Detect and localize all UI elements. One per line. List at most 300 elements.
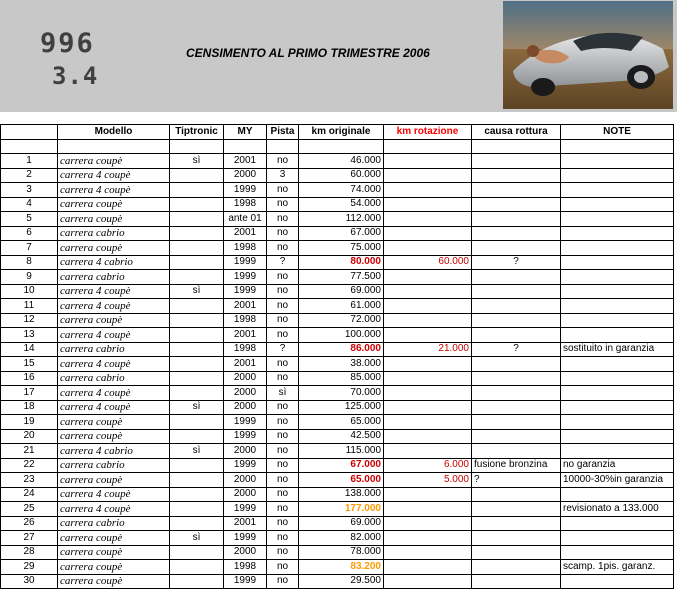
tiptronic-cell bbox=[170, 415, 224, 430]
table-row bbox=[1, 560, 674, 575]
km-originale-cell: 138.000 bbox=[299, 487, 384, 502]
km-rotazione-cell bbox=[384, 197, 472, 212]
km-rotazione-cell: 5.000 bbox=[384, 473, 472, 488]
pista-cell: no bbox=[267, 197, 299, 212]
tiptronic-cell bbox=[170, 313, 224, 328]
modello-cell: carrera 4 coupè bbox=[58, 400, 170, 415]
table-row bbox=[1, 371, 674, 386]
table-row bbox=[1, 183, 674, 198]
causa-rottura-cell bbox=[472, 183, 561, 198]
my-cell: 1998 bbox=[224, 313, 267, 328]
note-cell bbox=[561, 415, 674, 430]
my-cell: 2001 bbox=[224, 299, 267, 314]
note-cell: scamp. 1pis. garanz. bbox=[561, 560, 674, 575]
km-originale-cell: 83.200 bbox=[299, 560, 384, 575]
km-rotazione-cell: 60.000 bbox=[384, 255, 472, 270]
my-cell: 1999 bbox=[224, 502, 267, 517]
pista-cell: no bbox=[267, 371, 299, 386]
modello-cell: carrera 4 cabrio bbox=[58, 255, 170, 270]
table-row bbox=[1, 473, 674, 488]
km-rotazione-cell bbox=[384, 270, 472, 285]
row-number: 13 bbox=[1, 328, 58, 343]
causa-rottura-cell bbox=[472, 386, 561, 401]
modello-cell: carrera cabrio bbox=[58, 270, 170, 285]
modello-cell: carrera cabrio bbox=[58, 226, 170, 241]
km-rotazione-cell bbox=[384, 226, 472, 241]
km-originale-cell: 69.000 bbox=[299, 516, 384, 531]
table-row bbox=[1, 212, 674, 227]
km-rotazione-cell bbox=[384, 357, 472, 372]
my-cell: 1998 bbox=[224, 560, 267, 575]
my-cell: 2001 bbox=[224, 357, 267, 372]
table-row bbox=[1, 444, 674, 459]
km-originale-cell: 80.000 bbox=[299, 255, 384, 270]
note-cell bbox=[561, 444, 674, 459]
km-originale-cell: 78.000 bbox=[299, 545, 384, 560]
my-cell: ante 01 bbox=[224, 212, 267, 227]
pista-cell: ? bbox=[267, 342, 299, 357]
col-header-my: MY bbox=[224, 125, 267, 140]
causa-rottura-cell bbox=[472, 197, 561, 212]
my-cell: 2000 bbox=[224, 400, 267, 415]
col-header-modello: Modello bbox=[58, 125, 170, 140]
km-originale-cell: 67.000 bbox=[299, 226, 384, 241]
pista-cell: no bbox=[267, 458, 299, 473]
pista-cell: no bbox=[267, 400, 299, 415]
pista-cell: no bbox=[267, 487, 299, 502]
causa-rottura-cell bbox=[472, 357, 561, 372]
km-rotazione-cell bbox=[384, 400, 472, 415]
km-originale-cell: 38.000 bbox=[299, 357, 384, 372]
modello-cell: carrera 4 cabrio bbox=[58, 444, 170, 459]
row-number: 5 bbox=[1, 212, 58, 227]
note-cell bbox=[561, 531, 674, 546]
tiptronic-cell bbox=[170, 560, 224, 575]
modello-cell: carrera 4 coupè bbox=[58, 357, 170, 372]
tiptronic-cell bbox=[170, 487, 224, 502]
causa-rottura-cell bbox=[472, 574, 561, 589]
row-number: 26 bbox=[1, 516, 58, 531]
pista-cell: sì bbox=[267, 386, 299, 401]
my-cell: 1999 bbox=[224, 255, 267, 270]
km-rotazione-cell bbox=[384, 516, 472, 531]
my-cell: 1999 bbox=[224, 458, 267, 473]
note-cell bbox=[561, 255, 674, 270]
modello-cell: carrera coupè bbox=[58, 473, 170, 488]
modello-cell: carrera coupè bbox=[58, 197, 170, 212]
note-cell bbox=[561, 313, 674, 328]
km-originale-cell: 54.000 bbox=[299, 197, 384, 212]
modello-cell: carrera cabrio bbox=[58, 371, 170, 386]
my-cell: 1998 bbox=[224, 342, 267, 357]
row-number: 16 bbox=[1, 371, 58, 386]
table-row bbox=[1, 299, 674, 314]
my-cell: 2001 bbox=[224, 226, 267, 241]
tiptronic-cell: sì bbox=[170, 400, 224, 415]
km-rotazione-cell bbox=[384, 545, 472, 560]
my-cell: 2001 bbox=[224, 328, 267, 343]
my-cell: 2000 bbox=[224, 545, 267, 560]
km-rotazione-cell bbox=[384, 415, 472, 430]
km-rotazione-cell bbox=[384, 386, 472, 401]
modello-cell: carrera coupè bbox=[58, 429, 170, 444]
pista-cell: no bbox=[267, 226, 299, 241]
causa-rottura-cell bbox=[472, 531, 561, 546]
table-row bbox=[1, 357, 674, 372]
table-row bbox=[1, 328, 674, 343]
km-originale-cell: 65.000 bbox=[299, 473, 384, 488]
note-cell bbox=[561, 154, 674, 169]
table-row bbox=[1, 502, 674, 517]
col-header-causa-rottura: causa rottura bbox=[472, 125, 561, 140]
table-row bbox=[1, 241, 674, 256]
pista-cell: no bbox=[267, 328, 299, 343]
km-rotazione-cell bbox=[384, 429, 472, 444]
pista-cell: no bbox=[267, 313, 299, 328]
engine-displacement-logo: 3.4 bbox=[52, 62, 99, 90]
km-rotazione-cell: 21.000 bbox=[384, 342, 472, 357]
causa-rottura-cell bbox=[472, 560, 561, 575]
row-number: 7 bbox=[1, 241, 58, 256]
causa-rottura-cell bbox=[472, 487, 561, 502]
km-rotazione-cell: 6.000 bbox=[384, 458, 472, 473]
table-header-row bbox=[1, 125, 674, 140]
causa-rottura-cell: fusione bronzina bbox=[472, 458, 561, 473]
note-cell: no garanzia bbox=[561, 458, 674, 473]
row-number: 23 bbox=[1, 473, 58, 488]
table-row bbox=[1, 284, 674, 299]
km-rotazione-cell bbox=[384, 487, 472, 502]
km-originale-cell: 177.000 bbox=[299, 502, 384, 517]
tiptronic-cell bbox=[170, 502, 224, 517]
modello-cell: carrera coupè bbox=[58, 531, 170, 546]
tiptronic-cell bbox=[170, 241, 224, 256]
modello-cell: carrera cabrio bbox=[58, 516, 170, 531]
modello-cell: carrera 4 coupè bbox=[58, 168, 170, 183]
table-row bbox=[1, 545, 674, 560]
pista-cell: no bbox=[267, 299, 299, 314]
km-originale-cell: 69.000 bbox=[299, 284, 384, 299]
table-row bbox=[1, 487, 674, 502]
my-cell: 2000 bbox=[224, 473, 267, 488]
row-number: 30 bbox=[1, 574, 58, 589]
row-number: 6 bbox=[1, 226, 58, 241]
note-cell bbox=[561, 574, 674, 589]
note-cell bbox=[561, 299, 674, 314]
table-row bbox=[1, 400, 674, 415]
col-header-tiptronic: Tiptronic bbox=[170, 125, 224, 140]
note-cell bbox=[561, 168, 674, 183]
note-cell bbox=[561, 386, 674, 401]
pista-cell: no bbox=[267, 502, 299, 517]
km-originale-cell: 100.000 bbox=[299, 328, 384, 343]
row-number: 18 bbox=[1, 400, 58, 415]
row-number: 22 bbox=[1, 458, 58, 473]
pista-cell: no bbox=[267, 154, 299, 169]
pista-cell: no bbox=[267, 545, 299, 560]
pista-cell: no bbox=[267, 415, 299, 430]
km-rotazione-cell bbox=[384, 502, 472, 517]
note-cell bbox=[561, 270, 674, 285]
my-cell: 1999 bbox=[224, 574, 267, 589]
causa-rottura-cell bbox=[472, 444, 561, 459]
my-cell: 2000 bbox=[224, 386, 267, 401]
table-row bbox=[1, 429, 674, 444]
table-row bbox=[1, 386, 674, 401]
col-header-pista: Pista bbox=[267, 125, 299, 140]
causa-rottura-cell bbox=[472, 168, 561, 183]
row-number: 21 bbox=[1, 444, 58, 459]
pista-cell: no bbox=[267, 473, 299, 488]
tiptronic-cell: sì bbox=[170, 531, 224, 546]
modello-cell: carrera 4 coupè bbox=[58, 328, 170, 343]
row-number: 1 bbox=[1, 154, 58, 169]
modello-cell: carrera coupè bbox=[58, 154, 170, 169]
pista-cell: ? bbox=[267, 255, 299, 270]
km-originale-cell: 67.000 bbox=[299, 458, 384, 473]
table-row bbox=[1, 270, 674, 285]
row-number: 2 bbox=[1, 168, 58, 183]
tiptronic-cell: sì bbox=[170, 154, 224, 169]
modello-cell: carrera 4 coupè bbox=[58, 183, 170, 198]
pista-cell: 3 bbox=[267, 168, 299, 183]
km-originale-cell: 115.000 bbox=[299, 444, 384, 459]
table-row bbox=[1, 168, 674, 183]
note-cell bbox=[561, 328, 674, 343]
my-cell: 1999 bbox=[224, 531, 267, 546]
causa-rottura-cell bbox=[472, 545, 561, 560]
causa-rottura-cell: ? bbox=[472, 473, 561, 488]
km-rotazione-cell bbox=[384, 560, 472, 575]
note-cell bbox=[561, 284, 674, 299]
km-originale-cell: 77.500 bbox=[299, 270, 384, 285]
pista-cell: no bbox=[267, 270, 299, 285]
km-originale-cell: 70.000 bbox=[299, 386, 384, 401]
tiptronic-cell bbox=[170, 255, 224, 270]
km-rotazione-cell bbox=[384, 371, 472, 386]
pista-cell: no bbox=[267, 574, 299, 589]
note-cell bbox=[561, 197, 674, 212]
row-number: 19 bbox=[1, 415, 58, 430]
my-cell: 1998 bbox=[224, 241, 267, 256]
km-rotazione-cell bbox=[384, 531, 472, 546]
tiptronic-cell bbox=[170, 183, 224, 198]
causa-rottura-cell: ? bbox=[472, 342, 561, 357]
causa-rottura-cell bbox=[472, 516, 561, 531]
km-originale-cell: 60.000 bbox=[299, 168, 384, 183]
km-originale-cell: 61.000 bbox=[299, 299, 384, 314]
pista-cell: no bbox=[267, 241, 299, 256]
modello-cell: carrera coupè bbox=[58, 241, 170, 256]
table-row bbox=[1, 458, 674, 473]
tiptronic-cell: sì bbox=[170, 444, 224, 459]
km-rotazione-cell bbox=[384, 168, 472, 183]
causa-rottura-cell bbox=[472, 226, 561, 241]
row-number: 8 bbox=[1, 255, 58, 270]
km-originale-cell: 86.000 bbox=[299, 342, 384, 357]
col-header-km-originale: km originale bbox=[299, 125, 384, 140]
pista-cell: no bbox=[267, 357, 299, 372]
my-cell: 1999 bbox=[224, 429, 267, 444]
km-originale-cell: 125.000 bbox=[299, 400, 384, 415]
row-number: 9 bbox=[1, 270, 58, 285]
causa-rottura-cell bbox=[472, 328, 561, 343]
km-rotazione-cell bbox=[384, 313, 472, 328]
note-cell: 10000-30%in garanzia bbox=[561, 473, 674, 488]
note-cell bbox=[561, 212, 674, 227]
causa-rottura-cell bbox=[472, 313, 561, 328]
causa-rottura-cell bbox=[472, 502, 561, 517]
pista-cell: no bbox=[267, 444, 299, 459]
km-originale-cell: 46.000 bbox=[299, 154, 384, 169]
table-row bbox=[1, 516, 674, 531]
note-cell bbox=[561, 400, 674, 415]
note-cell bbox=[561, 487, 674, 502]
row-number: 20 bbox=[1, 429, 58, 444]
row-number: 3 bbox=[1, 183, 58, 198]
tiptronic-cell bbox=[170, 212, 224, 227]
modello-cell: carrera 4 coupè bbox=[58, 284, 170, 299]
causa-rottura-cell bbox=[472, 154, 561, 169]
tiptronic-cell bbox=[170, 574, 224, 589]
tiptronic-cell bbox=[170, 357, 224, 372]
note-cell bbox=[561, 357, 674, 372]
km-originale-cell: 74.000 bbox=[299, 183, 384, 198]
table-row bbox=[1, 415, 674, 430]
modello-cell: carrera cabrio bbox=[58, 458, 170, 473]
km-originale-cell: 75.000 bbox=[299, 241, 384, 256]
row-number: 11 bbox=[1, 299, 58, 314]
table-row bbox=[1, 531, 674, 546]
table-row bbox=[1, 255, 674, 270]
note-cell bbox=[561, 545, 674, 560]
model-number-logo: 996 bbox=[40, 28, 95, 59]
modello-cell: carrera coupè bbox=[58, 212, 170, 227]
km-rotazione-cell bbox=[384, 574, 472, 589]
tiptronic-cell bbox=[170, 516, 224, 531]
tiptronic-cell bbox=[170, 473, 224, 488]
causa-rottura-cell: ? bbox=[472, 255, 561, 270]
km-rotazione-cell bbox=[384, 241, 472, 256]
note-cell bbox=[561, 241, 674, 256]
my-cell: 1999 bbox=[224, 183, 267, 198]
modello-cell: carrera coupè bbox=[58, 545, 170, 560]
causa-rottura-cell bbox=[472, 299, 561, 314]
modello-cell: carrera coupè bbox=[58, 415, 170, 430]
pista-cell: no bbox=[267, 560, 299, 575]
my-cell: 1999 bbox=[224, 284, 267, 299]
note-cell bbox=[561, 516, 674, 531]
tiptronic-cell bbox=[170, 226, 224, 241]
pista-cell: no bbox=[267, 212, 299, 227]
km-rotazione-cell bbox=[384, 328, 472, 343]
pista-cell: no bbox=[267, 183, 299, 198]
my-cell: 2000 bbox=[224, 168, 267, 183]
col-header-note: NOTE bbox=[561, 125, 674, 140]
table-row bbox=[1, 313, 674, 328]
row-number: 12 bbox=[1, 313, 58, 328]
pista-cell: no bbox=[267, 516, 299, 531]
table-row bbox=[1, 342, 674, 357]
tiptronic-cell bbox=[170, 328, 224, 343]
modello-cell: carrera 4 coupè bbox=[58, 487, 170, 502]
my-cell: 2001 bbox=[224, 516, 267, 531]
km-rotazione-cell bbox=[384, 183, 472, 198]
km-originale-cell: 82.000 bbox=[299, 531, 384, 546]
car-photo bbox=[503, 1, 673, 109]
km-rotazione-cell bbox=[384, 299, 472, 314]
row-number: 4 bbox=[1, 197, 58, 212]
tiptronic-cell bbox=[170, 299, 224, 314]
car-photo-illustration bbox=[503, 1, 673, 109]
note-cell bbox=[561, 371, 674, 386]
causa-rottura-cell bbox=[472, 371, 561, 386]
km-rotazione-cell bbox=[384, 284, 472, 299]
causa-rottura-cell bbox=[472, 241, 561, 256]
tiptronic-cell bbox=[170, 429, 224, 444]
header-banner bbox=[0, 0, 677, 112]
row-number: 27 bbox=[1, 531, 58, 546]
tiptronic-cell: sì bbox=[170, 284, 224, 299]
causa-rottura-cell bbox=[472, 270, 561, 285]
row-number: 29 bbox=[1, 560, 58, 575]
km-originale-cell: 112.000 bbox=[299, 212, 384, 227]
modello-cell: carrera 4 coupè bbox=[58, 502, 170, 517]
tiptronic-cell bbox=[170, 168, 224, 183]
modello-cell: carrera cabrio bbox=[58, 342, 170, 357]
km-originale-cell: 65.000 bbox=[299, 415, 384, 430]
tiptronic-cell bbox=[170, 458, 224, 473]
row-number: 17 bbox=[1, 386, 58, 401]
modello-cell: carrera coupè bbox=[58, 574, 170, 589]
spacer-row bbox=[1, 139, 674, 154]
my-cell: 2000 bbox=[224, 371, 267, 386]
note-cell bbox=[561, 226, 674, 241]
pista-cell: no bbox=[267, 531, 299, 546]
pista-cell: no bbox=[267, 284, 299, 299]
row-number: 28 bbox=[1, 545, 58, 560]
modello-cell: carrera 4 coupè bbox=[58, 299, 170, 314]
km-originale-cell: 72.000 bbox=[299, 313, 384, 328]
note-cell bbox=[561, 429, 674, 444]
my-cell: 2000 bbox=[224, 444, 267, 459]
my-cell: 1998 bbox=[224, 197, 267, 212]
table-row bbox=[1, 154, 674, 169]
modello-cell: carrera coupè bbox=[58, 560, 170, 575]
note-cell bbox=[561, 183, 674, 198]
pista-cell: no bbox=[267, 429, 299, 444]
row-number: 15 bbox=[1, 357, 58, 372]
row-number: 14 bbox=[1, 342, 58, 357]
my-cell: 2000 bbox=[224, 487, 267, 502]
causa-rottura-cell bbox=[472, 212, 561, 227]
causa-rottura-cell bbox=[472, 415, 561, 430]
km-originale-cell: 85.000 bbox=[299, 371, 384, 386]
tiptronic-cell bbox=[170, 197, 224, 212]
table-row bbox=[1, 197, 674, 212]
km-rotazione-cell bbox=[384, 154, 472, 169]
km-rotazione-cell bbox=[384, 212, 472, 227]
causa-rottura-cell bbox=[472, 284, 561, 299]
my-cell: 1999 bbox=[224, 415, 267, 430]
km-rotazione-cell bbox=[384, 444, 472, 459]
row-number: 10 bbox=[1, 284, 58, 299]
causa-rottura-cell bbox=[472, 429, 561, 444]
modello-cell: carrera 4 coupè bbox=[58, 386, 170, 401]
note-cell: revisionato a 133.000 bbox=[561, 502, 674, 517]
col-header-index bbox=[1, 125, 58, 140]
table-row bbox=[1, 226, 674, 241]
